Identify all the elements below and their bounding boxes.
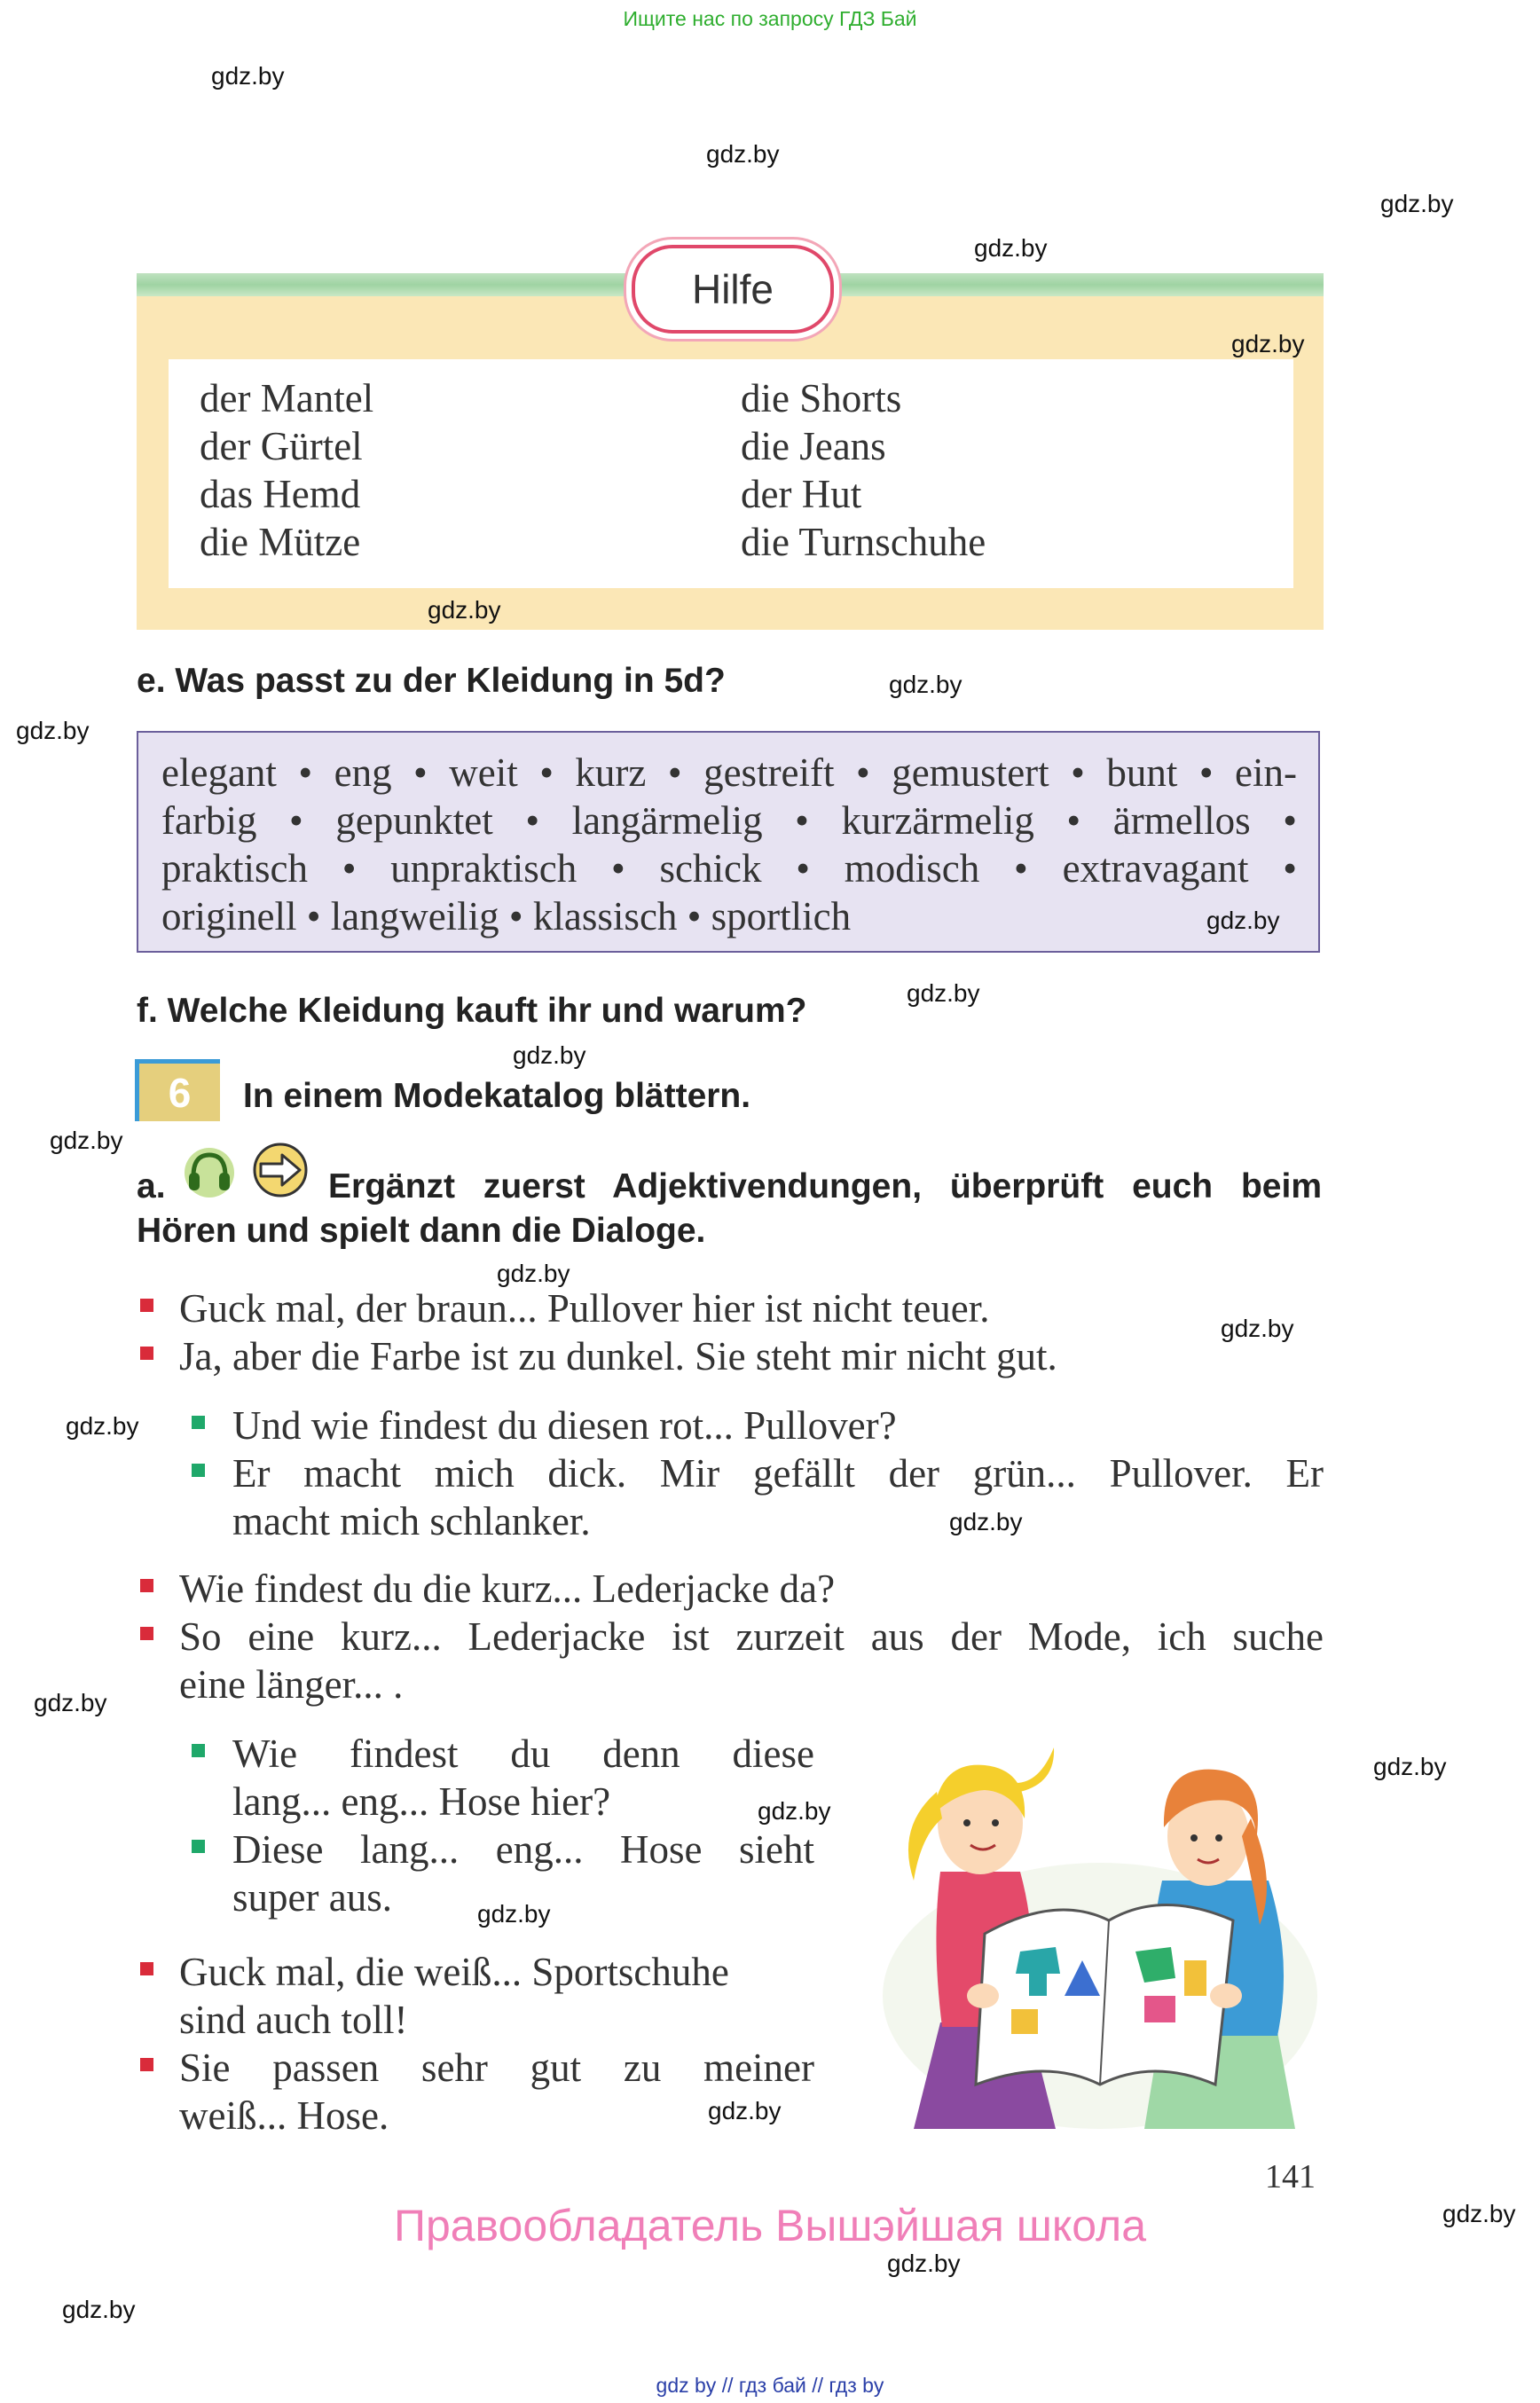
watermark: gdz.by (34, 1689, 107, 1716)
green-bullet (192, 1416, 205, 1429)
watermark: gdz.by (428, 596, 501, 624)
section-f-heading: f. Welche Kleidung kauft ihr und warum? (137, 992, 807, 1030)
watermark: gdz.by (477, 1900, 551, 1928)
dialogue-line: Guck mal, die weiß... Sportschuhe (179, 1950, 729, 1994)
dialogue-line: Und wie findest du diesen rot... Pullover? (232, 1403, 897, 1448)
watermark: gdz.by (1380, 190, 1454, 217)
watermark: gdz.by (887, 2250, 961, 2277)
hilfe-vocab-left (200, 374, 373, 566)
watermark: gdz.by (1231, 330, 1305, 357)
red-bullet (140, 2058, 153, 2071)
red-bullet (140, 1299, 153, 1312)
watermark: gdz.by (708, 2097, 782, 2124)
dialogue-line: Wie findest du denn diese (232, 1732, 814, 1776)
section-e-heading: e. Was passt zu der Kleidung in 5d? (137, 662, 726, 700)
top-banner: Ищите нас по запросу ГДЗ Бай (623, 7, 917, 30)
dialogue-line: lang... eng... Hose hier? (232, 1779, 611, 1824)
watermark: gdz.by (513, 1041, 586, 1069)
red-bullet (140, 1347, 153, 1360)
task-a-instruction-line1: Ergänzt zuerst Adjektivendungen, überprüft euch beim (328, 1167, 1322, 1205)
task-a-label: a. (137, 1167, 166, 1205)
dialogue-line: So eine kurz... Lederjacke ist zurzeit aus der Mode, ich suche (179, 1614, 1324, 1659)
watermark: gdz.by (949, 1508, 1023, 1535)
dialogue-line: Wie findest du die kurz... Lederjacke da? (179, 1567, 836, 1611)
watermark: gdz.by (889, 671, 962, 698)
vocab-item: die Jeans (741, 424, 886, 468)
copyright-notice: Правообладатель Вышэйшая школа (394, 2201, 1146, 2250)
green-bullet (192, 1744, 205, 1757)
watermark: gdz.by (66, 1412, 139, 1440)
dialogue-line: macht mich schlanker. (232, 1499, 591, 1543)
watermark: gdz.by (50, 1127, 123, 1154)
red-bullet (140, 1627, 153, 1640)
hilfe-vocab-right (741, 374, 986, 566)
task-title: In einem Modekatalog blättern. (243, 1077, 751, 1115)
watermark: gdz.by (907, 979, 980, 1007)
watermark: gdz.by (497, 1260, 570, 1287)
watermark: gdz.by (211, 62, 285, 90)
task-number-badge: 6 (135, 1059, 220, 1121)
green-bullet (192, 1840, 205, 1853)
adjective-box (137, 731, 1320, 953)
page-number: 141 (1265, 2158, 1316, 2195)
vocab-item: das Hemd (200, 472, 361, 516)
headphones-icon (183, 1144, 236, 1199)
task-a-instruction-line2: Hören und spielt dann die Dialoge. (137, 1212, 706, 1250)
watermark: gdz.by (706, 140, 780, 168)
arrow-right-icon (250, 1143, 310, 1198)
watermark: gdz.by (16, 717, 90, 744)
dialogue-line: Sie passen sehr gut zu meiner (179, 2046, 814, 2090)
dialogue-line: Guck mal, der braun... Pullover hier ist nicht teuer. (179, 1286, 990, 1331)
watermark: gdz.by (974, 234, 1048, 262)
watermark: gdz.by (1221, 1315, 1294, 1342)
footer-links[interactable]: gdz by // гдз бай // гдз by (656, 2374, 884, 2397)
dialogue-line: Ja, aber die Farbe ist zu dunkel. Sie steht mir nicht gut. (179, 1334, 1057, 1378)
dialogue-line: sind auch toll! (179, 1998, 408, 2042)
adjective-line: originell • langweilig • klassisch • sportlich (161, 894, 852, 938)
dialogue-line: super aus. (232, 1875, 392, 1920)
hilfe-title: Hilfe (632, 245, 834, 334)
vocab-item: die Turnschuhe (741, 520, 986, 564)
green-bullet (192, 1464, 205, 1477)
vocab-item: die Mütze (200, 520, 361, 564)
girls-catalog-illustration (878, 1730, 1322, 2138)
watermark: gdz.by (62, 2296, 136, 2323)
adjective-line: elegant • eng • weit • kurz • gestreift • gemustert • bunt • ein- (161, 750, 1297, 795)
dialogue-line: Diese lang... eng... Hose sieht (232, 1827, 814, 1872)
red-bullet (140, 1962, 153, 1975)
vocab-item: der Mantel (200, 376, 374, 420)
watermark: gdz.by (1206, 907, 1280, 934)
vocab-item: der Hut (741, 472, 862, 516)
watermark: gdz.by (1442, 2200, 1516, 2227)
red-bullet (140, 1579, 153, 1592)
watermark: gdz.by (1373, 1753, 1447, 1780)
vocab-item: der Gürtel (200, 424, 363, 468)
dialogue-line: eine länger... . (179, 1662, 404, 1707)
watermark: gdz.by (758, 1797, 831, 1825)
adjective-line: praktisch • unpraktisch • schick • modisch • extravagant • (161, 846, 1297, 891)
dialogue-line: weiß... Hose. (179, 2093, 389, 2138)
vocab-item: die Shorts (741, 376, 902, 420)
dialogue-line: Er macht mich dick. Mir gefällt der grün... Pullover. Er (232, 1451, 1324, 1496)
adjective-line: farbig • gepunktet • langärmelig • kurzärmelig • ärmellos • (161, 798, 1297, 843)
